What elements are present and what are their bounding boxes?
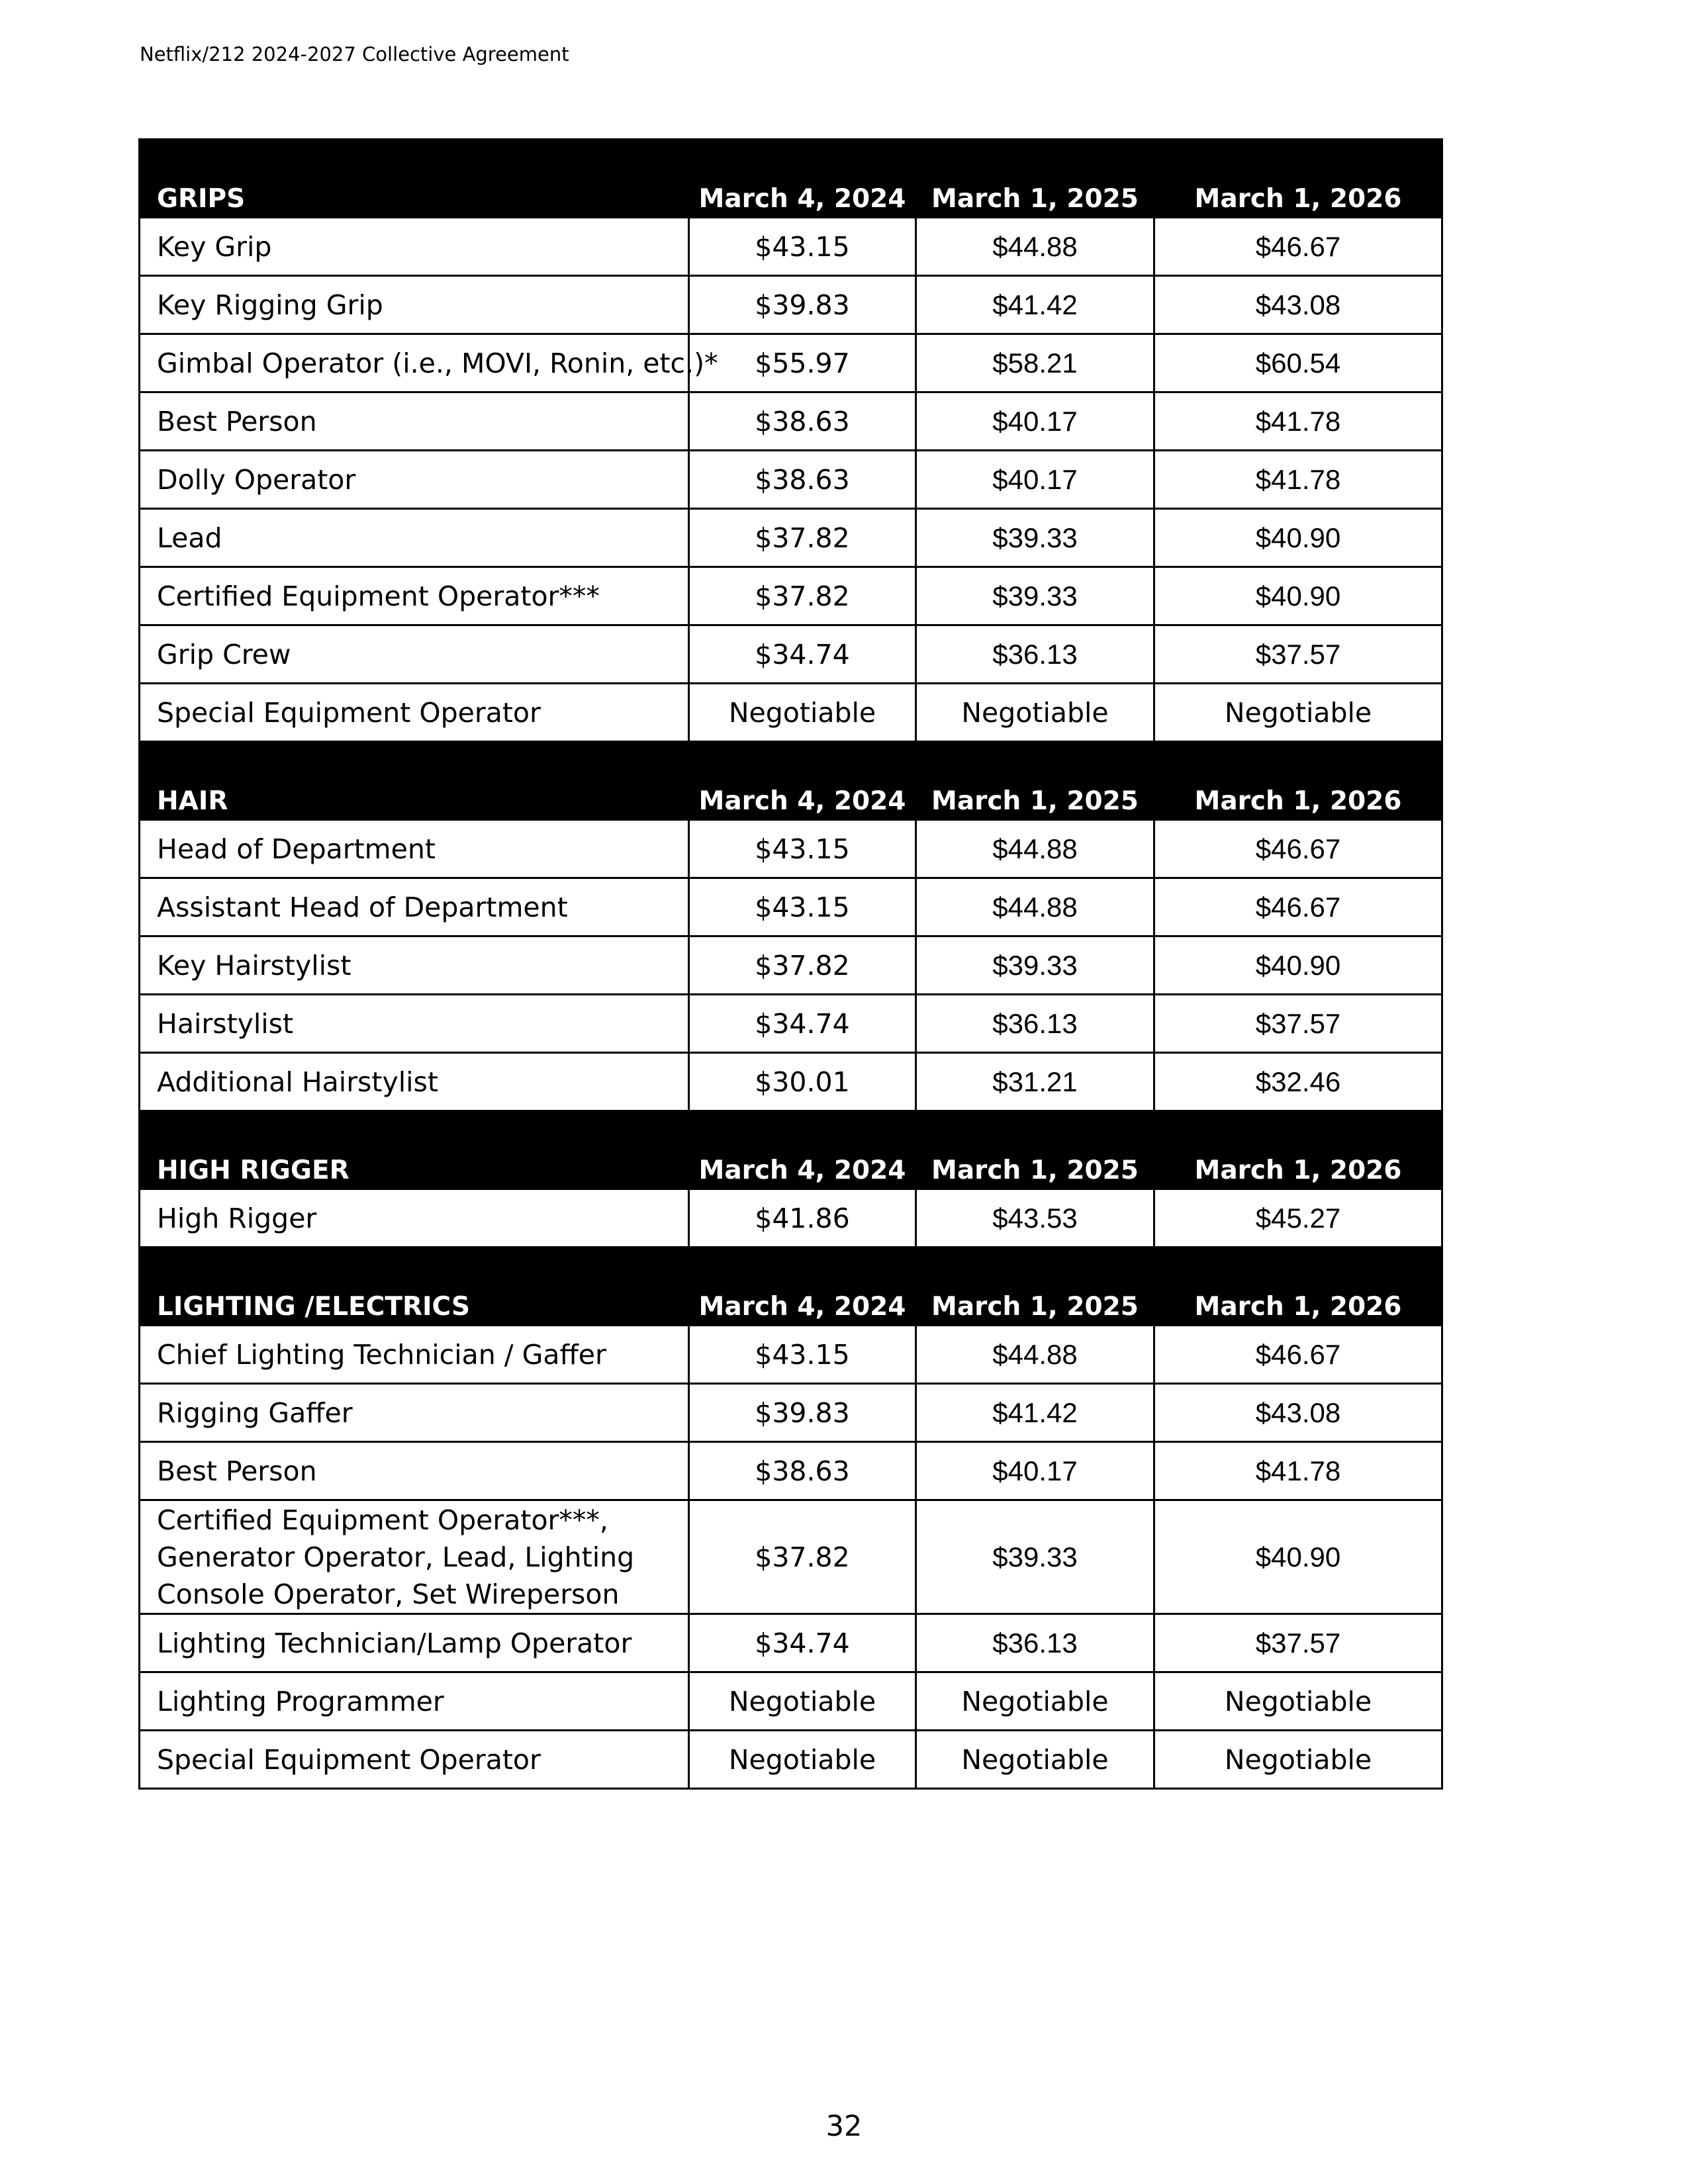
job-classification: Special Equipment Operator xyxy=(140,1731,689,1789)
effective-date-header: March 1, 2026 xyxy=(1154,140,1442,218)
table-row xyxy=(140,1053,1442,1111)
job-classification: Key Grip xyxy=(140,218,689,276)
table-row xyxy=(140,625,1442,684)
effective-date-header: March 4, 2024 xyxy=(689,1111,916,1189)
table-row xyxy=(140,1326,1442,1384)
table-row xyxy=(140,878,1442,936)
table-row xyxy=(140,1731,1442,1789)
table-row xyxy=(140,1614,1442,1672)
section-title: GRIPS xyxy=(140,140,689,218)
page-number: 32 xyxy=(825,2110,863,2143)
section-title: HAIR xyxy=(140,742,689,820)
job-classification: Additional Hairstylist xyxy=(140,1053,689,1111)
table-row xyxy=(140,1442,1442,1500)
hourly-rate: $60.54 xyxy=(1154,334,1442,392)
hourly-rate: $44.88 xyxy=(916,218,1154,276)
hourly-rate: $43.53 xyxy=(916,1189,1154,1248)
hourly-rate: $39.33 xyxy=(916,567,1154,625)
job-classification-line: Generator Operator, Lead, Lighting xyxy=(157,1541,635,1573)
hourly-rate: $39.83 xyxy=(689,276,916,334)
hourly-rate: $40.17 xyxy=(916,451,1154,509)
hourly-rate: Negotiable xyxy=(689,1672,916,1731)
hourly-rate: $41.78 xyxy=(1154,451,1442,509)
table-row xyxy=(140,1500,1442,1614)
hourly-rate: $37.57 xyxy=(1154,995,1442,1053)
hourly-rate: Negotiable xyxy=(916,684,1154,742)
hourly-rate: $40.17 xyxy=(916,392,1154,451)
job-classification: Certified Equipment Operator*** xyxy=(140,567,689,625)
hourly-rate: $43.08 xyxy=(1154,1384,1442,1442)
job-classification: Best Person xyxy=(140,392,689,451)
table-row xyxy=(140,218,1442,276)
hourly-rate: $38.63 xyxy=(689,1442,916,1500)
hourly-rate: $31.21 xyxy=(916,1053,1154,1111)
effective-date-header: March 1, 2025 xyxy=(916,742,1154,820)
hourly-rate: Negotiable xyxy=(1154,684,1442,742)
job-classification: Head of Department xyxy=(140,820,689,878)
effective-date-header: March 1, 2025 xyxy=(916,1111,1154,1189)
table-row xyxy=(140,995,1442,1053)
job-classification: Gimbal Operator (i.e., MOVI, Ronin, etc.)* xyxy=(140,334,689,392)
effective-date-header: March 4, 2024 xyxy=(689,742,916,820)
hourly-rate: Negotiable xyxy=(689,1731,916,1789)
hourly-rate: $46.67 xyxy=(1154,218,1442,276)
hourly-rate: $37.82 xyxy=(689,936,916,995)
table-row xyxy=(140,684,1442,742)
effective-date-header: March 1, 2025 xyxy=(916,1248,1154,1326)
hourly-rate: $41.78 xyxy=(1154,392,1442,451)
job-classification: Grip Crew xyxy=(140,625,689,684)
job-classification: Key Rigging Grip xyxy=(140,276,689,334)
effective-date-header: March 4, 2024 xyxy=(689,140,916,218)
table-row xyxy=(140,1189,1442,1248)
hourly-rate: $43.15 xyxy=(689,878,916,936)
hourly-rate: $37.57 xyxy=(1154,625,1442,684)
hourly-rate: $41.78 xyxy=(1154,1442,1442,1500)
hourly-rate: Negotiable xyxy=(916,1731,1154,1789)
hourly-rate: $44.88 xyxy=(916,878,1154,936)
job-classification: Lighting Technician/Lamp Operator xyxy=(140,1614,689,1672)
effective-date-header: March 4, 2024 xyxy=(689,1248,916,1326)
hourly-rate: $37.82 xyxy=(689,1500,916,1614)
hourly-rate: $46.67 xyxy=(1154,820,1442,878)
hourly-rate: $39.33 xyxy=(916,936,1154,995)
hourly-rate: $36.13 xyxy=(916,625,1154,684)
hourly-rate: $30.01 xyxy=(689,1053,916,1111)
hourly-rate: $55.97 xyxy=(689,334,916,392)
hourly-rate: $34.74 xyxy=(689,995,916,1053)
hourly-rate: $43.15 xyxy=(689,1326,916,1384)
hourly-rate: $38.63 xyxy=(689,451,916,509)
hourly-rate: $34.74 xyxy=(689,1614,916,1672)
hourly-rate: $39.83 xyxy=(689,1384,916,1442)
hourly-rate: Negotiable xyxy=(1154,1672,1442,1731)
hourly-rate: Negotiable xyxy=(689,684,916,742)
job-classification: Rigging Gaffer xyxy=(140,1384,689,1442)
hourly-rate: $46.67 xyxy=(1154,878,1442,936)
table-row xyxy=(140,509,1442,567)
hourly-rate: $39.33 xyxy=(916,1500,1154,1614)
table-row xyxy=(140,936,1442,995)
hourly-rate: $43.08 xyxy=(1154,276,1442,334)
section-header-lighting-electrics xyxy=(140,1248,1442,1326)
hourly-rate: $45.27 xyxy=(1154,1189,1442,1248)
hourly-rate: $43.15 xyxy=(689,820,916,878)
table-row xyxy=(140,392,1442,451)
table-row xyxy=(140,820,1442,878)
job-classification: Dolly Operator xyxy=(140,451,689,509)
table-row xyxy=(140,451,1442,509)
section-title: HIGH RIGGER xyxy=(140,1111,689,1189)
hourly-rate: Negotiable xyxy=(916,1672,1154,1731)
hourly-rate: $39.33 xyxy=(916,509,1154,567)
job-classification-line: Certified Equipment Operator***, xyxy=(157,1504,608,1536)
effective-date-header: March 1, 2026 xyxy=(1154,1248,1442,1326)
hourly-rate: $44.88 xyxy=(916,1326,1154,1384)
hourly-rate: $38.63 xyxy=(689,392,916,451)
table-row xyxy=(140,567,1442,625)
running-header: Netflix/212 2024-2027 Collective Agreement xyxy=(140,43,569,66)
job-classification-line: Console Operator, Set Wireperson xyxy=(157,1578,620,1610)
hourly-rate: $34.74 xyxy=(689,625,916,684)
table-row xyxy=(140,276,1442,334)
effective-date-header: March 1, 2026 xyxy=(1154,742,1442,820)
job-classification: Chief Lighting Technician / Gaffer xyxy=(140,1326,689,1384)
table-row xyxy=(140,334,1442,392)
effective-date-header: March 1, 2025 xyxy=(916,140,1154,218)
job-classification: High Rigger xyxy=(140,1189,689,1248)
section-header-hair xyxy=(140,742,1442,820)
hourly-rate: $58.21 xyxy=(916,334,1154,392)
hourly-rate: $36.13 xyxy=(916,1614,1154,1672)
effective-date-header: March 1, 2026 xyxy=(1154,1111,1442,1189)
job-classification xyxy=(140,1500,689,1614)
hourly-rate: $40.90 xyxy=(1154,1500,1442,1614)
table-row xyxy=(140,1384,1442,1442)
hourly-rate: $44.88 xyxy=(916,820,1154,878)
hourly-rate: $46.67 xyxy=(1154,1326,1442,1384)
job-classification: Lighting Programmer xyxy=(140,1672,689,1731)
hourly-rate: $32.46 xyxy=(1154,1053,1442,1111)
hourly-rate: $41.42 xyxy=(916,1384,1154,1442)
hourly-rate: $40.90 xyxy=(1154,509,1442,567)
hourly-rate: $37.57 xyxy=(1154,1614,1442,1672)
hourly-rate: $36.13 xyxy=(916,995,1154,1053)
job-classification: Hairstylist xyxy=(140,995,689,1053)
section-header-high-rigger xyxy=(140,1111,1442,1189)
section-title: LIGHTING /ELECTRICS xyxy=(140,1248,689,1326)
job-classification: Best Person xyxy=(140,1442,689,1500)
job-classification: Assistant Head of Department xyxy=(140,878,689,936)
job-classification: Lead xyxy=(140,509,689,567)
hourly-rate: $41.86 xyxy=(689,1189,916,1248)
hourly-rate: $41.42 xyxy=(916,276,1154,334)
hourly-rate: $40.90 xyxy=(1154,936,1442,995)
job-classification: Special Equipment Operator xyxy=(140,684,689,742)
section-header-grips xyxy=(140,140,1442,218)
hourly-rate: $37.82 xyxy=(689,567,916,625)
table-row xyxy=(140,1672,1442,1731)
hourly-rate: $37.82 xyxy=(689,509,916,567)
job-classification: Key Hairstylist xyxy=(140,936,689,995)
hourly-rate: $43.15 xyxy=(689,218,916,276)
hourly-rate: $40.90 xyxy=(1154,567,1442,625)
hourly-rate: Negotiable xyxy=(1154,1731,1442,1789)
wage-rates-table xyxy=(138,138,1443,1790)
hourly-rate: $40.17 xyxy=(916,1442,1154,1500)
